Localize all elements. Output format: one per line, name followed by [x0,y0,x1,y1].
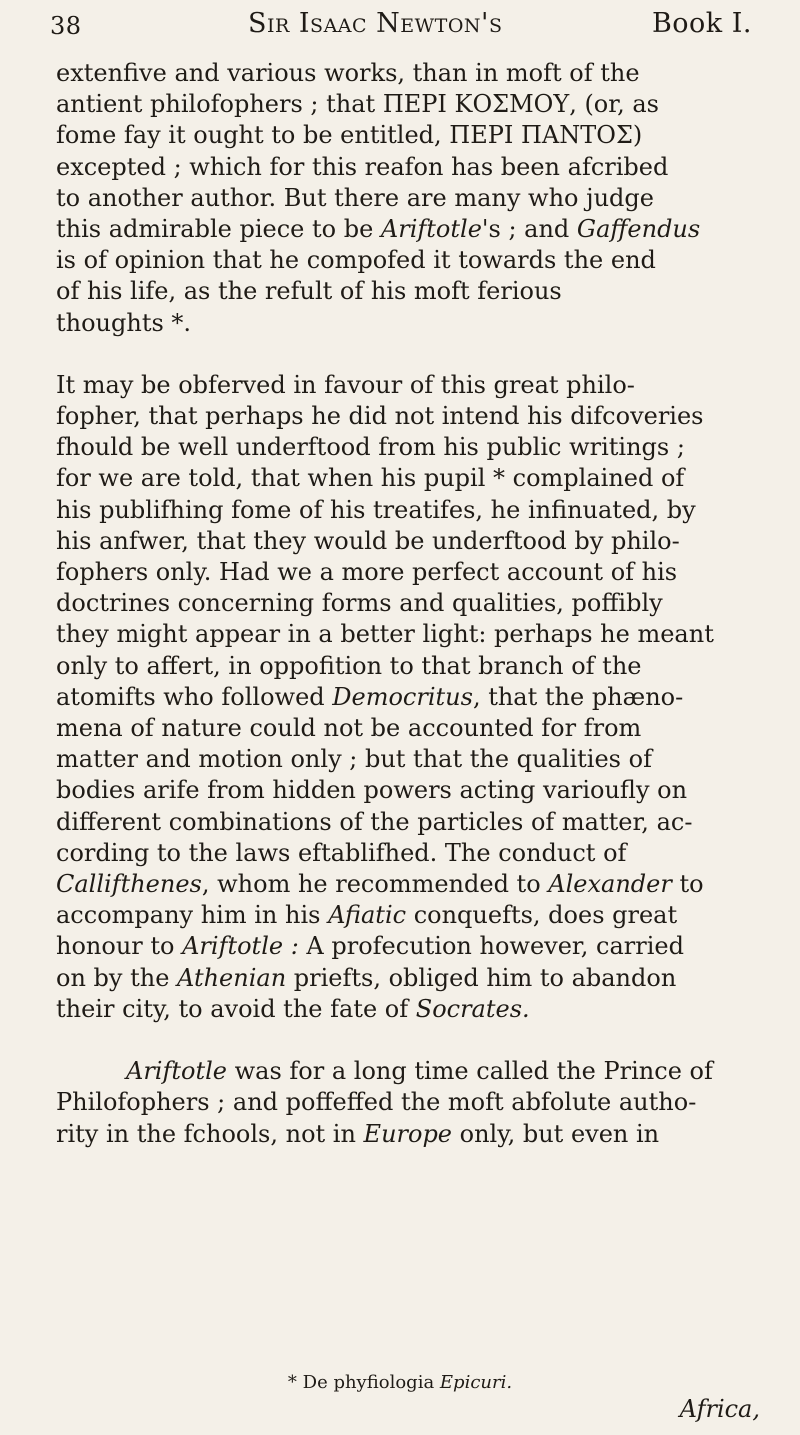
text-line: his anfwer, that they would be underftood by philo- [56,526,680,555]
running-header [50,8,752,52]
body-text [56,58,768,1150]
text-line: excepted ; which for this reafon has been afcribed [56,152,669,181]
text-line: fhould be well underftood from his public writings ; [56,433,685,462]
text-line: Callifthenes, whom he recommended to Alexander to [56,870,704,899]
text-line: they might appear in a better light: perhaps he meant [56,620,714,649]
text-line: Ariftotle was for a long time called the Prince of [126,1057,713,1086]
text-line: bodies arife from hidden powers acting varioufly on [56,776,688,805]
text-line: atomifts who followed Democritus, that the phæno- [56,682,684,711]
text-line: different combinations of the particles of matter, ac- [56,807,693,836]
text-line: honour to Ariftotle : A profecution however, carried [56,932,684,961]
text-line: extenfive and various works, than in moft of the [56,59,640,87]
text-line: mena of nature could not be accounted for from [56,714,642,743]
text-line: cording to the laws eftablifhed. The conduct of [56,838,627,867]
footnote-text: De phyfiologia [302,1372,440,1393]
footnote [0,1372,800,1393]
footnote-italic: Epicuri. [439,1372,513,1393]
text-line: his publifhing fome of his treatifes, he infinuated, by [56,495,696,524]
text-line: thoughts *. [56,308,192,337]
catchword: Africa, [679,1395,760,1423]
footnote-mark: * [287,1372,303,1393]
text-line: on by the Athenian priefts, obliged him to abandon [56,963,677,992]
text-line: of his life, as the refult of his moft ferious [56,277,562,306]
book-label: Book I. [651,8,752,39]
text-line: fome fay it ought to be entitled, ΠΕΡΙ ΠΑΝΤΟΣ) [56,121,643,150]
text-line: for we are told, that when his pupil * complained of [56,464,685,493]
text-line: matter and motion only ; but that the qualities of [56,745,652,774]
text-line: rity in the fchools, not in Europe only, but even in [56,1119,660,1148]
text-line: to another author. But there are many who judge [56,183,654,212]
text-line: It may be obferved in favour of this great philo- [56,370,635,399]
paragraph-3 [56,1056,768,1150]
running-title: Sir Isaac Newton's [248,8,503,39]
text-line: is of opinion that he compofed it towards the end [56,246,656,275]
text-line: only to affert, in oppofition to that branch of the [56,651,642,680]
paragraph-1 [56,58,768,339]
paragraph-2 [56,370,768,1025]
text-line: this admirable piece to be Ariftotle's ; and Gaffendus [56,215,701,244]
page-number: 38 [50,12,82,40]
text-line: fopher, that perhaps he did not intend his difcoveries [56,402,704,431]
text-line: antient philofophers ; that ΠEPI ΚΟΣΜΟΥ, (or, as [56,90,659,119]
text-line: fophers only. Had we a more perfect account of his [56,558,678,587]
text-line: Philofophers ; and poffeffed the moft abfolute autho- [56,1088,697,1117]
text-line: doctrines concerning forms and qualities, poffibly [56,589,663,618]
text-line: their city, to avoid the fate of Socrates. [56,994,530,1023]
text-line: accompany him in his Afiatic conquefts, does great [56,901,678,930]
